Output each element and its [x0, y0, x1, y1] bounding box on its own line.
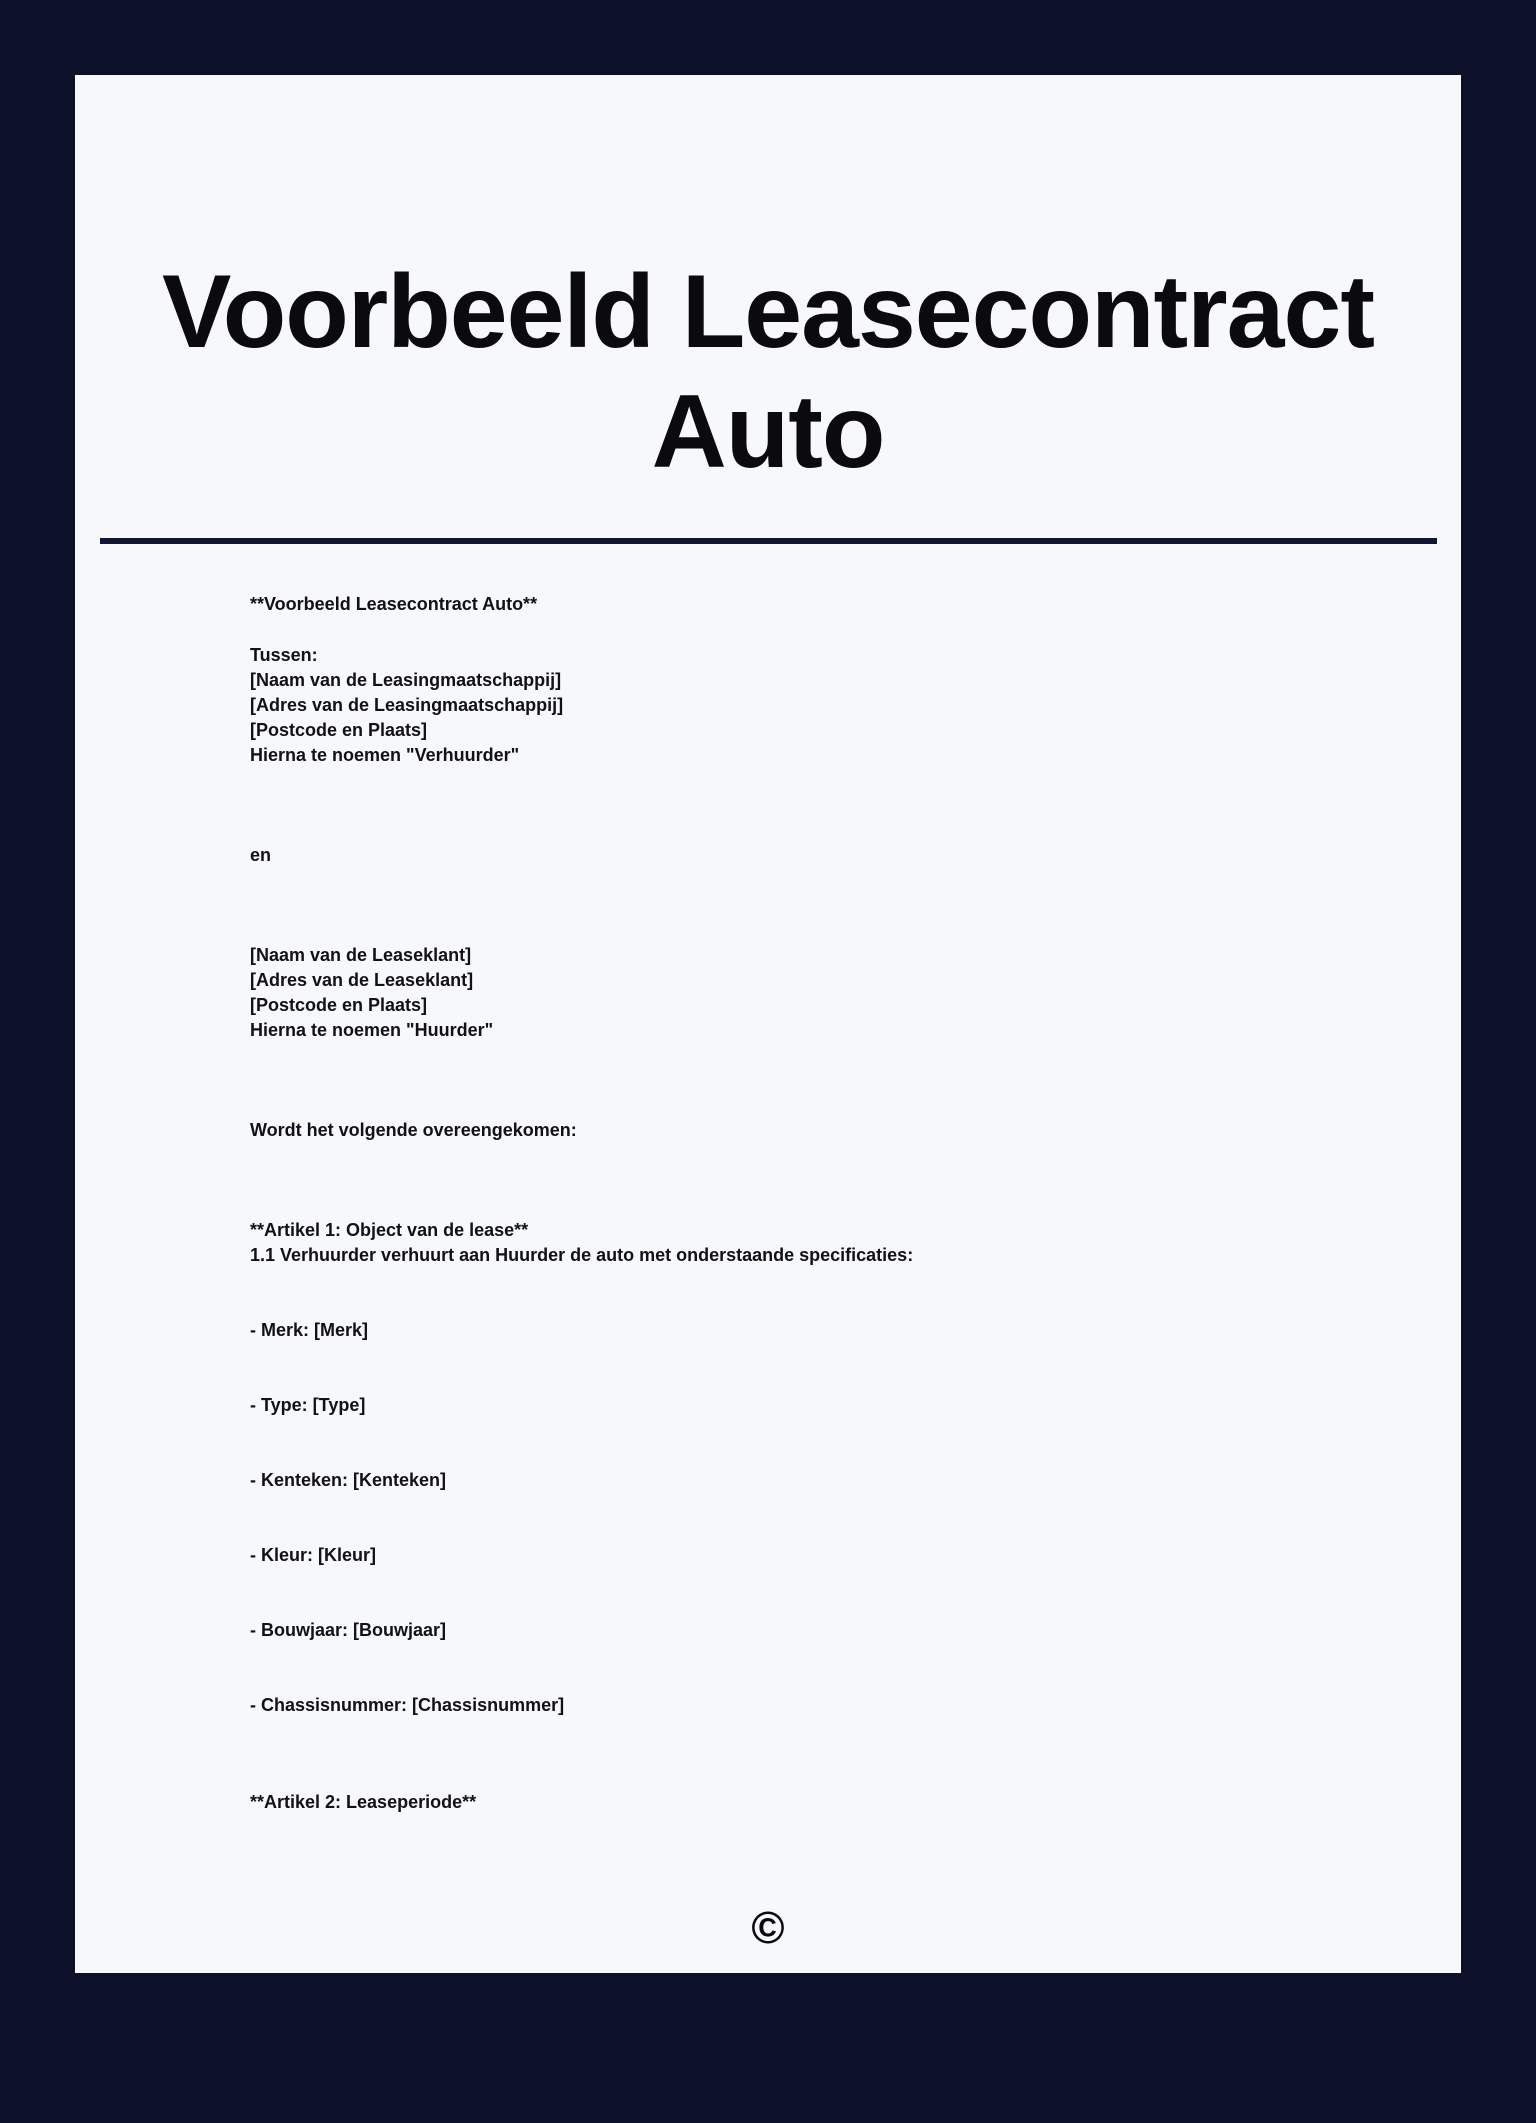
paragraph: - Type: [Type] — [250, 1395, 366, 1415]
paragraph: - Chassisnummer: [Chassisnummer] — [250, 1695, 565, 1715]
paragraph: Tussen: [Naam van de Leasingmaatschappij] [Adres van de Leasingmaatschappij] [Postcode en Plaats] Hierna te noemen "Verhuurder" — [250, 645, 564, 765]
paragraph: - Kenteken: [Kenteken] — [250, 1470, 447, 1490]
paragraph: [Naam van de Leaseklant] [Adres van de Leaseklant] [Postcode en Plaats] Hierna te noemen "Huurder" — [250, 945, 494, 1040]
paragraph: **Voorbeeld Leasecontract Auto** — [250, 594, 538, 614]
page-title: Voorbeeld Leasecontract Auto — [162, 254, 1374, 490]
paragraph: **Artikel 2: Leaseperiode** — [250, 1792, 477, 1812]
copyright-symbol: © — [751, 1902, 785, 1953]
paragraph: **Artikel 1: Object van de lease** 1.1 Verhuurder verhuurt aan Huurder de auto met onderstaande specificaties: — [250, 1220, 914, 1265]
document-body — [75, 544, 1461, 1815]
paragraph: - Bouwjaar: [Bouwjaar] — [250, 1620, 447, 1640]
paragraph: en — [250, 845, 272, 865]
paragraph: - Merk: [Merk] — [250, 1320, 369, 1340]
paragraph: Wordt het volgende overeengekomen: — [250, 1120, 577, 1140]
document-page — [75, 75, 1461, 1973]
paragraph: - Kleur: [Kleur] — [250, 1545, 376, 1565]
